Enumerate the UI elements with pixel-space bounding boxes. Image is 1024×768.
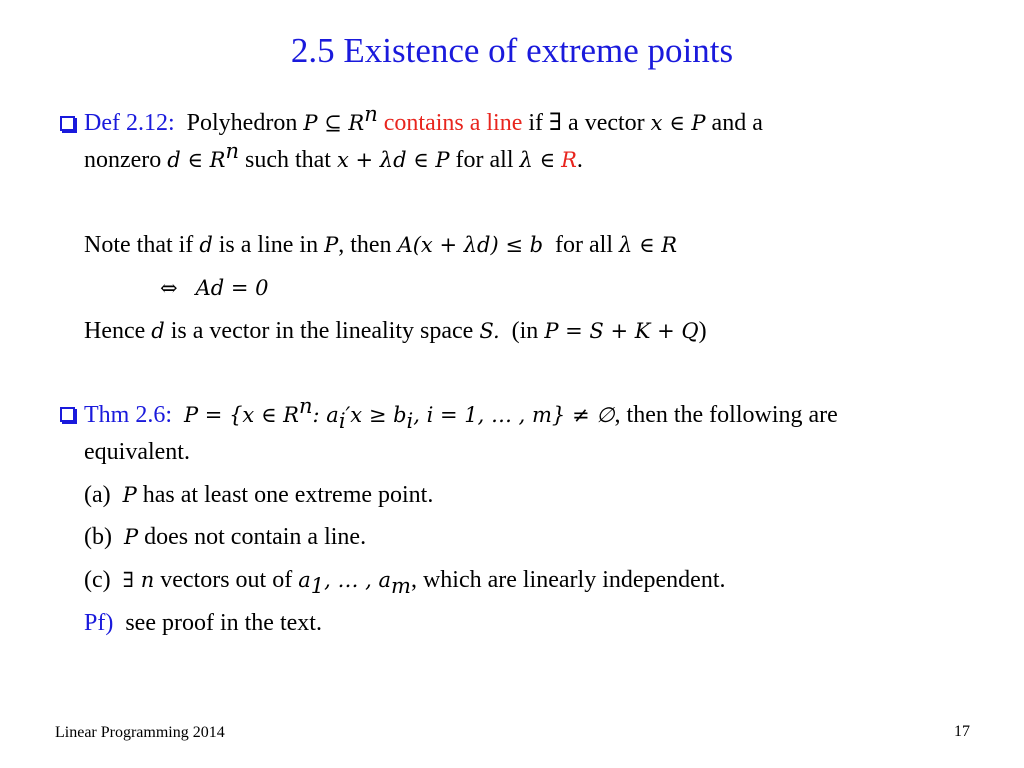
math-sub: 1	[310, 573, 325, 598]
math: P	[123, 525, 139, 549]
item-label: (b)	[84, 524, 112, 550]
proof-label: Pf)	[84, 610, 114, 636]
math: , … , a	[324, 568, 392, 592]
item-label: (a)	[84, 482, 111, 508]
math: x ∈ P	[650, 111, 706, 135]
note-text: Note that if	[84, 232, 194, 258]
math: ∃ n	[122, 568, 155, 592]
math: x + λd ∈ P	[336, 148, 450, 172]
slide-title: 2.5 Existence of extreme points	[290, 31, 734, 70]
thm-label: Thm 2.6:	[84, 402, 172, 428]
math-sup: n	[225, 139, 239, 163]
def-line-2	[84, 139, 583, 175]
def-text: nonzero	[84, 147, 162, 173]
checkbox-bullet-icon	[60, 407, 75, 422]
math: λ ∈ R	[619, 233, 678, 257]
thm-line-1	[84, 394, 838, 433]
equivalence-symbol: ⇔	[160, 276, 178, 300]
def-line-1	[84, 102, 763, 138]
note-text: (in	[511, 318, 539, 344]
thm-text: equivalent.	[84, 439, 190, 465]
item-text: , which are linearly independent.	[410, 567, 726, 593]
def-text: if ∃ a vector	[528, 110, 645, 136]
def-highlight: contains a line	[383, 110, 523, 136]
math: d	[151, 319, 165, 343]
math: P = S + K + Q	[544, 319, 699, 343]
def-text: for all	[455, 147, 514, 173]
proof-text: see proof in the text.	[125, 610, 322, 636]
def-text: .	[576, 147, 583, 173]
math: d ∈ R	[167, 148, 226, 172]
note-text: is a line in	[218, 232, 319, 258]
math: ′x ≥ b	[345, 403, 407, 427]
math-sub: i	[338, 408, 346, 433]
def-text: Polyhedron	[186, 110, 298, 136]
def-label: Def 2.12:	[84, 110, 175, 136]
math: : a	[312, 403, 339, 427]
thm-item-b	[84, 522, 366, 552]
math: Ad = 0	[195, 276, 269, 300]
math-sub: i	[406, 408, 414, 433]
note-text: for all	[555, 232, 614, 258]
thm-item-a	[84, 480, 433, 510]
item-text: has at least one extreme point.	[142, 482, 434, 508]
thm-text: , then the following are	[614, 402, 838, 428]
math: a	[298, 568, 311, 592]
def-text: and a	[711, 110, 763, 136]
note-line-2	[160, 273, 269, 303]
note-line-3	[84, 316, 707, 346]
math: A(x + λd) ≤ b	[397, 233, 544, 257]
math: S.	[479, 319, 500, 343]
math: , i = 1, … , m} ≠ ∅	[413, 403, 615, 427]
item-text: does not contain a line.	[144, 524, 367, 550]
note-text: Hence	[84, 318, 146, 344]
note-text: , then	[338, 232, 392, 258]
note-line-1	[84, 230, 677, 260]
item-label: (c)	[84, 567, 111, 593]
math: P = {x ∈ R	[184, 403, 299, 427]
math-red: R	[561, 148, 577, 172]
checkbox-bullet-icon	[60, 116, 75, 131]
footer-course: Linear Programming 2014	[55, 724, 225, 741]
note-text: )	[698, 318, 707, 344]
math-sup: n	[299, 394, 313, 418]
math: P	[122, 483, 137, 507]
item-text: vectors out of	[160, 567, 293, 593]
page-number: 17	[954, 723, 970, 740]
thm-proof	[84, 608, 322, 638]
note-text: is a vector in the lineality space	[170, 318, 474, 344]
def-text: such that	[244, 147, 331, 173]
math: P ⊆ R	[303, 111, 365, 135]
math-sub: m	[391, 573, 411, 598]
thm-item-c	[84, 565, 726, 598]
math: d	[199, 233, 213, 257]
math: λ ∈	[519, 148, 556, 172]
math-sup: n	[364, 102, 378, 126]
math: P	[324, 233, 339, 257]
thm-line-2	[84, 437, 190, 467]
